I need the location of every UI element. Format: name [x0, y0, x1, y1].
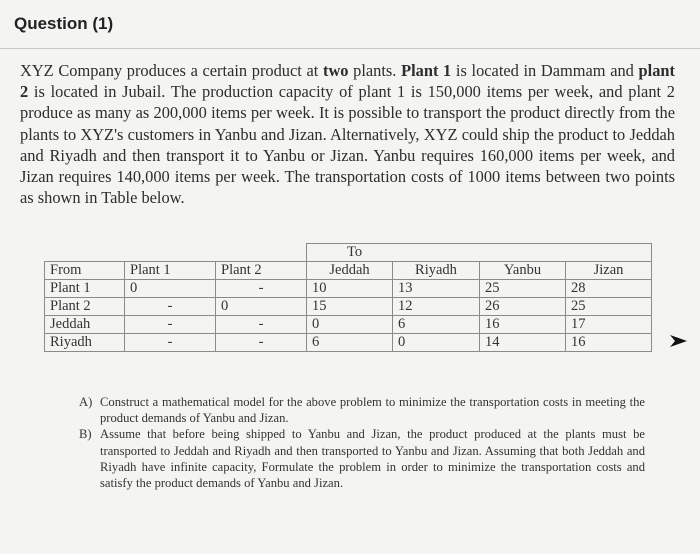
question-b [79, 426, 645, 491]
table-cell: - [216, 334, 307, 352]
table-cell: 0 [307, 316, 393, 334]
intro-text-3: is located in Dammam and [451, 61, 639, 80]
question-title: Question (1) [14, 14, 114, 33]
table-row [45, 280, 652, 298]
transport-cost-table [44, 243, 652, 352]
table-cell: 6 [307, 334, 393, 352]
table-cell: Riyadh [45, 334, 125, 352]
table-cell: Plant 2 [45, 298, 125, 316]
table-cell: 26 [480, 298, 566, 316]
question-label: A) [79, 395, 93, 409]
table-header-cell: Jizan [566, 262, 652, 280]
table-cell: 16 [480, 316, 566, 334]
table-cell: Plant 1 [45, 280, 125, 298]
divider [0, 48, 700, 49]
table-cell: 0 [125, 280, 216, 298]
table-cell: 0 [216, 298, 307, 316]
table-header-row [45, 262, 652, 280]
table-cell: 13 [393, 280, 480, 298]
questions-list [79, 394, 645, 491]
table-cell: 25 [566, 298, 652, 316]
table-cell: 16 [566, 334, 652, 352]
table-to-label: To [307, 244, 652, 262]
table-cell: - [216, 280, 307, 298]
question-a [79, 394, 645, 426]
table-row [45, 298, 652, 316]
table-cell: 28 [566, 280, 652, 298]
table-cell: - [216, 316, 307, 334]
table-cell: 6 [393, 316, 480, 334]
problem-statement [20, 60, 675, 208]
table-row [45, 316, 652, 334]
table-to-row [45, 244, 652, 262]
table-cell: 10 [307, 280, 393, 298]
question-label: B) [79, 427, 92, 442]
table-header-cell: From [45, 262, 125, 280]
question-text: Assume that before being shipped to Yanbu and Jizan, the product produced at the plants must be transported to Jeddah and Riyadh and then transported to Yanbu and Jizan. Assuming that both Jeddah and Riyadh have infinite capacity, Formulate the problem in order to minimize the transportation costs and satisfy the product demands of Yanbu and Jizan. [100, 427, 645, 491]
intro-text-1: XYZ Company produces a certain product at [20, 61, 323, 80]
table-header-cell: Plant 2 [216, 262, 307, 280]
table-header-cell: Yanbu [480, 262, 566, 280]
question-text: Construct a mathematical model for the above problem to minimize the transportation costs in meeting the product demands of Yanbu and Jizan. [100, 395, 645, 426]
table-cell: 0 [393, 334, 480, 352]
table-cell: - [125, 298, 216, 316]
table-cell: 12 [393, 298, 480, 316]
table-header-cell: Jeddah [307, 262, 393, 280]
intro-bold-plant1: Plant 1 [401, 61, 452, 80]
table-header-cell: Riyadh [393, 262, 480, 280]
table-header-cell: Plant 1 [125, 262, 216, 280]
intro-text-4: is located in Jubail. The production capacity of plant 1 is 150,000 items per week, and plant 2 produce as many as 200,000 items per week. It is possible to transport the product directly from the plants to XYZ's customers in Yanbu and Jizan. Alternatively, XYZ could ship the product to Jeddah and Riyadh and then transport it to Yanbu or Jizan. Yanbu requires 160,000 items per week, and Jizan requires 140,000 items per week. The transportation costs of 1000 items between two points as shown in Table below. [20, 82, 675, 208]
intro-text-2: plants. [348, 61, 402, 80]
intro-bold-two: two [322, 61, 349, 80]
table-cell: - [125, 334, 216, 352]
table-row [45, 334, 652, 352]
table-cell: 25 [480, 280, 566, 298]
table-cell: Jeddah [45, 316, 125, 334]
table-cell: 15 [307, 298, 393, 316]
table-cell: - [125, 316, 216, 334]
table-cell: 17 [566, 316, 652, 334]
intro-bold-plant2: plant 2 [20, 61, 675, 102]
table-cell: 14 [480, 334, 566, 352]
mouse-pointer-icon [668, 333, 688, 349]
